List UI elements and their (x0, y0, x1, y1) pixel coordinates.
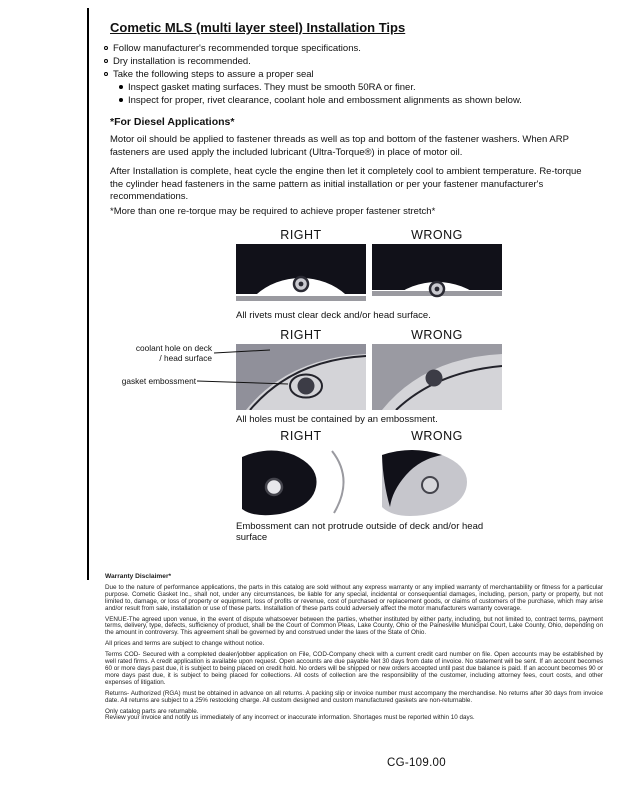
disclaimer-paragraph: Terms COD- Secured with a completed dealer/jobber application on File, COD-Company check with a current credit card number on file. Open accounts may be established by well rated firms. A credit application is available upon request. Open accounts are due payable Net 30 days from date of invoice. No statement will be sent. If an account becomes 60 or more days past due, it is subject to being placed on credit hold. No orders will be shipped or new orders accepted until past due balance is paid. If an account becomes 90 or more days past due, it is subject to being placed for collections. All costs of collection are the responsibility of the customer, including attorney fees, court costs, and other expenses of litigation. (105, 651, 603, 686)
figure-row-protrude (236, 429, 502, 543)
figure-images (236, 445, 502, 517)
hole-embossment-wrong-diagram (372, 344, 502, 410)
disclaimer-paragraph: Only catalog parts are returnable. (105, 707, 199, 715)
installation-tips-list (104, 42, 522, 107)
disclaimer-paragraph: Review your invoice and notify us immediately of any incorrect or inaccurate information. Shortages must be reported within 10 days. (105, 714, 475, 722)
circle-bullet-icon (104, 59, 108, 63)
diesel-paragraph-1: Motor oil should be applied to fastener threads as well as top and bottom of the fastener washers. When ARP fasteners are used apply the included lubricant (Ultra-Torque®) in place of motor oil. (110, 134, 569, 158)
tip-text: Follow manufacturer's recommended torque specifications. (113, 43, 361, 54)
circle-bullet-icon (104, 72, 108, 76)
tip-text: Take the following steps to assure a proper seal (113, 69, 314, 80)
figure-caption-holes: All holes must be contained by an embossment. (236, 414, 438, 425)
figure-caption-rivets: All rivets must clear deck and/or head surface. (236, 310, 431, 321)
right-label: RIGHT (280, 429, 322, 443)
right-label: RIGHT (280, 228, 322, 242)
disclaimer-paragraph: All prices and terms are subject to change without notice. (105, 640, 265, 648)
figure-row-holes (236, 328, 502, 425)
figure-images (236, 244, 502, 306)
wrong-label: WRONG (411, 429, 463, 443)
figure-labels (236, 328, 502, 342)
diesel-paragraph-2: After Installation is complete, heat cycle the engine then let it completely cool to ambient temperature. Re-torque the cylinder head fasteners in the same pattern as initial installation or per your fastener manufacturer's recommendations. (110, 166, 582, 202)
tip-item (104, 55, 522, 68)
diesel-applications-heading: *For Diesel Applications* (110, 116, 235, 128)
tip-text: Inspect for proper, rivet clearance, coolant hole and embossment alignments as shown below. (128, 95, 522, 106)
wrong-label: WRONG (411, 328, 463, 342)
figure-row-rivets (236, 228, 502, 321)
hole-embossment-right-diagram (236, 344, 366, 410)
embossment-protrude-wrong-diagram (372, 445, 502, 517)
dot-bullet-icon (119, 85, 123, 89)
left-border-rule (87, 8, 89, 580)
tip-sub-item (119, 94, 522, 107)
right-label: RIGHT (280, 328, 322, 342)
gasket-embossment-annotation: gasket embossment (121, 376, 196, 386)
tip-text: Dry installation is recommended. (113, 56, 251, 67)
disclaimer-paragraph: Returns- Authorized (RGA) must be obtained in advance on all returns. A packing slip or invoice number must accompany the merchandise. No returns after 30 days from invoice date. All returns are subject to a 25% restocking charge. All custom designed and custom manufactured gaskets are non-returnable. (105, 689, 603, 704)
dot-bullet-icon (119, 98, 123, 102)
tip-item (104, 42, 522, 55)
figure-labels (236, 429, 502, 443)
wrong-label: WRONG (411, 228, 463, 242)
page-code: CG-109.00 (387, 757, 446, 769)
page-title: Cometic MLS (multi layer steel) Installation Tips (110, 20, 406, 35)
disclaimer-paragraph: VENUE-The agreed upon venue, in the event of dispute whatsoever between the parties, whether instituted by either party, including, but not limited to, contract terms, payment terms, delivery, type, defects, sufficiency of product, shall be the Court of Common Pleas, Lake County, Ohio or the Painesville Municipal Court, Lake County, Ohio, depending on the amount in controversy. This agreement shall be governed by and construed under the laws of the State of Ohio. (105, 615, 603, 637)
figure-caption-protrude: Embossment can not protrude outside of deck and/or head surface (236, 521, 484, 543)
circle-bullet-icon (104, 46, 108, 50)
figure-images (236, 344, 502, 410)
tip-sub-item (119, 81, 522, 94)
rivet-clearance-right-diagram (236, 244, 366, 306)
coolant-hole-annotation: coolant hole on deck / head surface (135, 343, 212, 363)
tip-item (104, 68, 522, 81)
tip-text: Inspect gasket mating surfaces. They must be smooth 50RA or finer. (128, 82, 416, 93)
rivet-clearance-wrong-diagram (372, 244, 502, 306)
retorque-note: *More than one re-torque may be required to achieve proper fastener stretch* (110, 206, 436, 217)
embossment-protrude-right-diagram (236, 445, 366, 517)
warranty-disclaimer (105, 574, 603, 722)
disclaimer-heading: Warranty Disclaimer* (105, 573, 172, 580)
disclaimer-paragraph: Due to the nature of performance applications, the parts in this catalog are sold without any express warranty or any implied warranty of merchantability or fitness for a particular purpose. Cometic Gasket Inc., shall not, under any circumstances, be liable for any special, incidental or consequential damages, including, person, party or property, but not limited to, damage, or loss of property or equipment, loss of profits or revenue, cost of purchased or replacement goods, or claims of customers of the purchase, which may arise and/or result from sale, installation or use of these parts. Installation of these parts could adversely affect the motor manufacturers warranty coverage. (105, 583, 603, 612)
figure-labels (236, 228, 502, 242)
